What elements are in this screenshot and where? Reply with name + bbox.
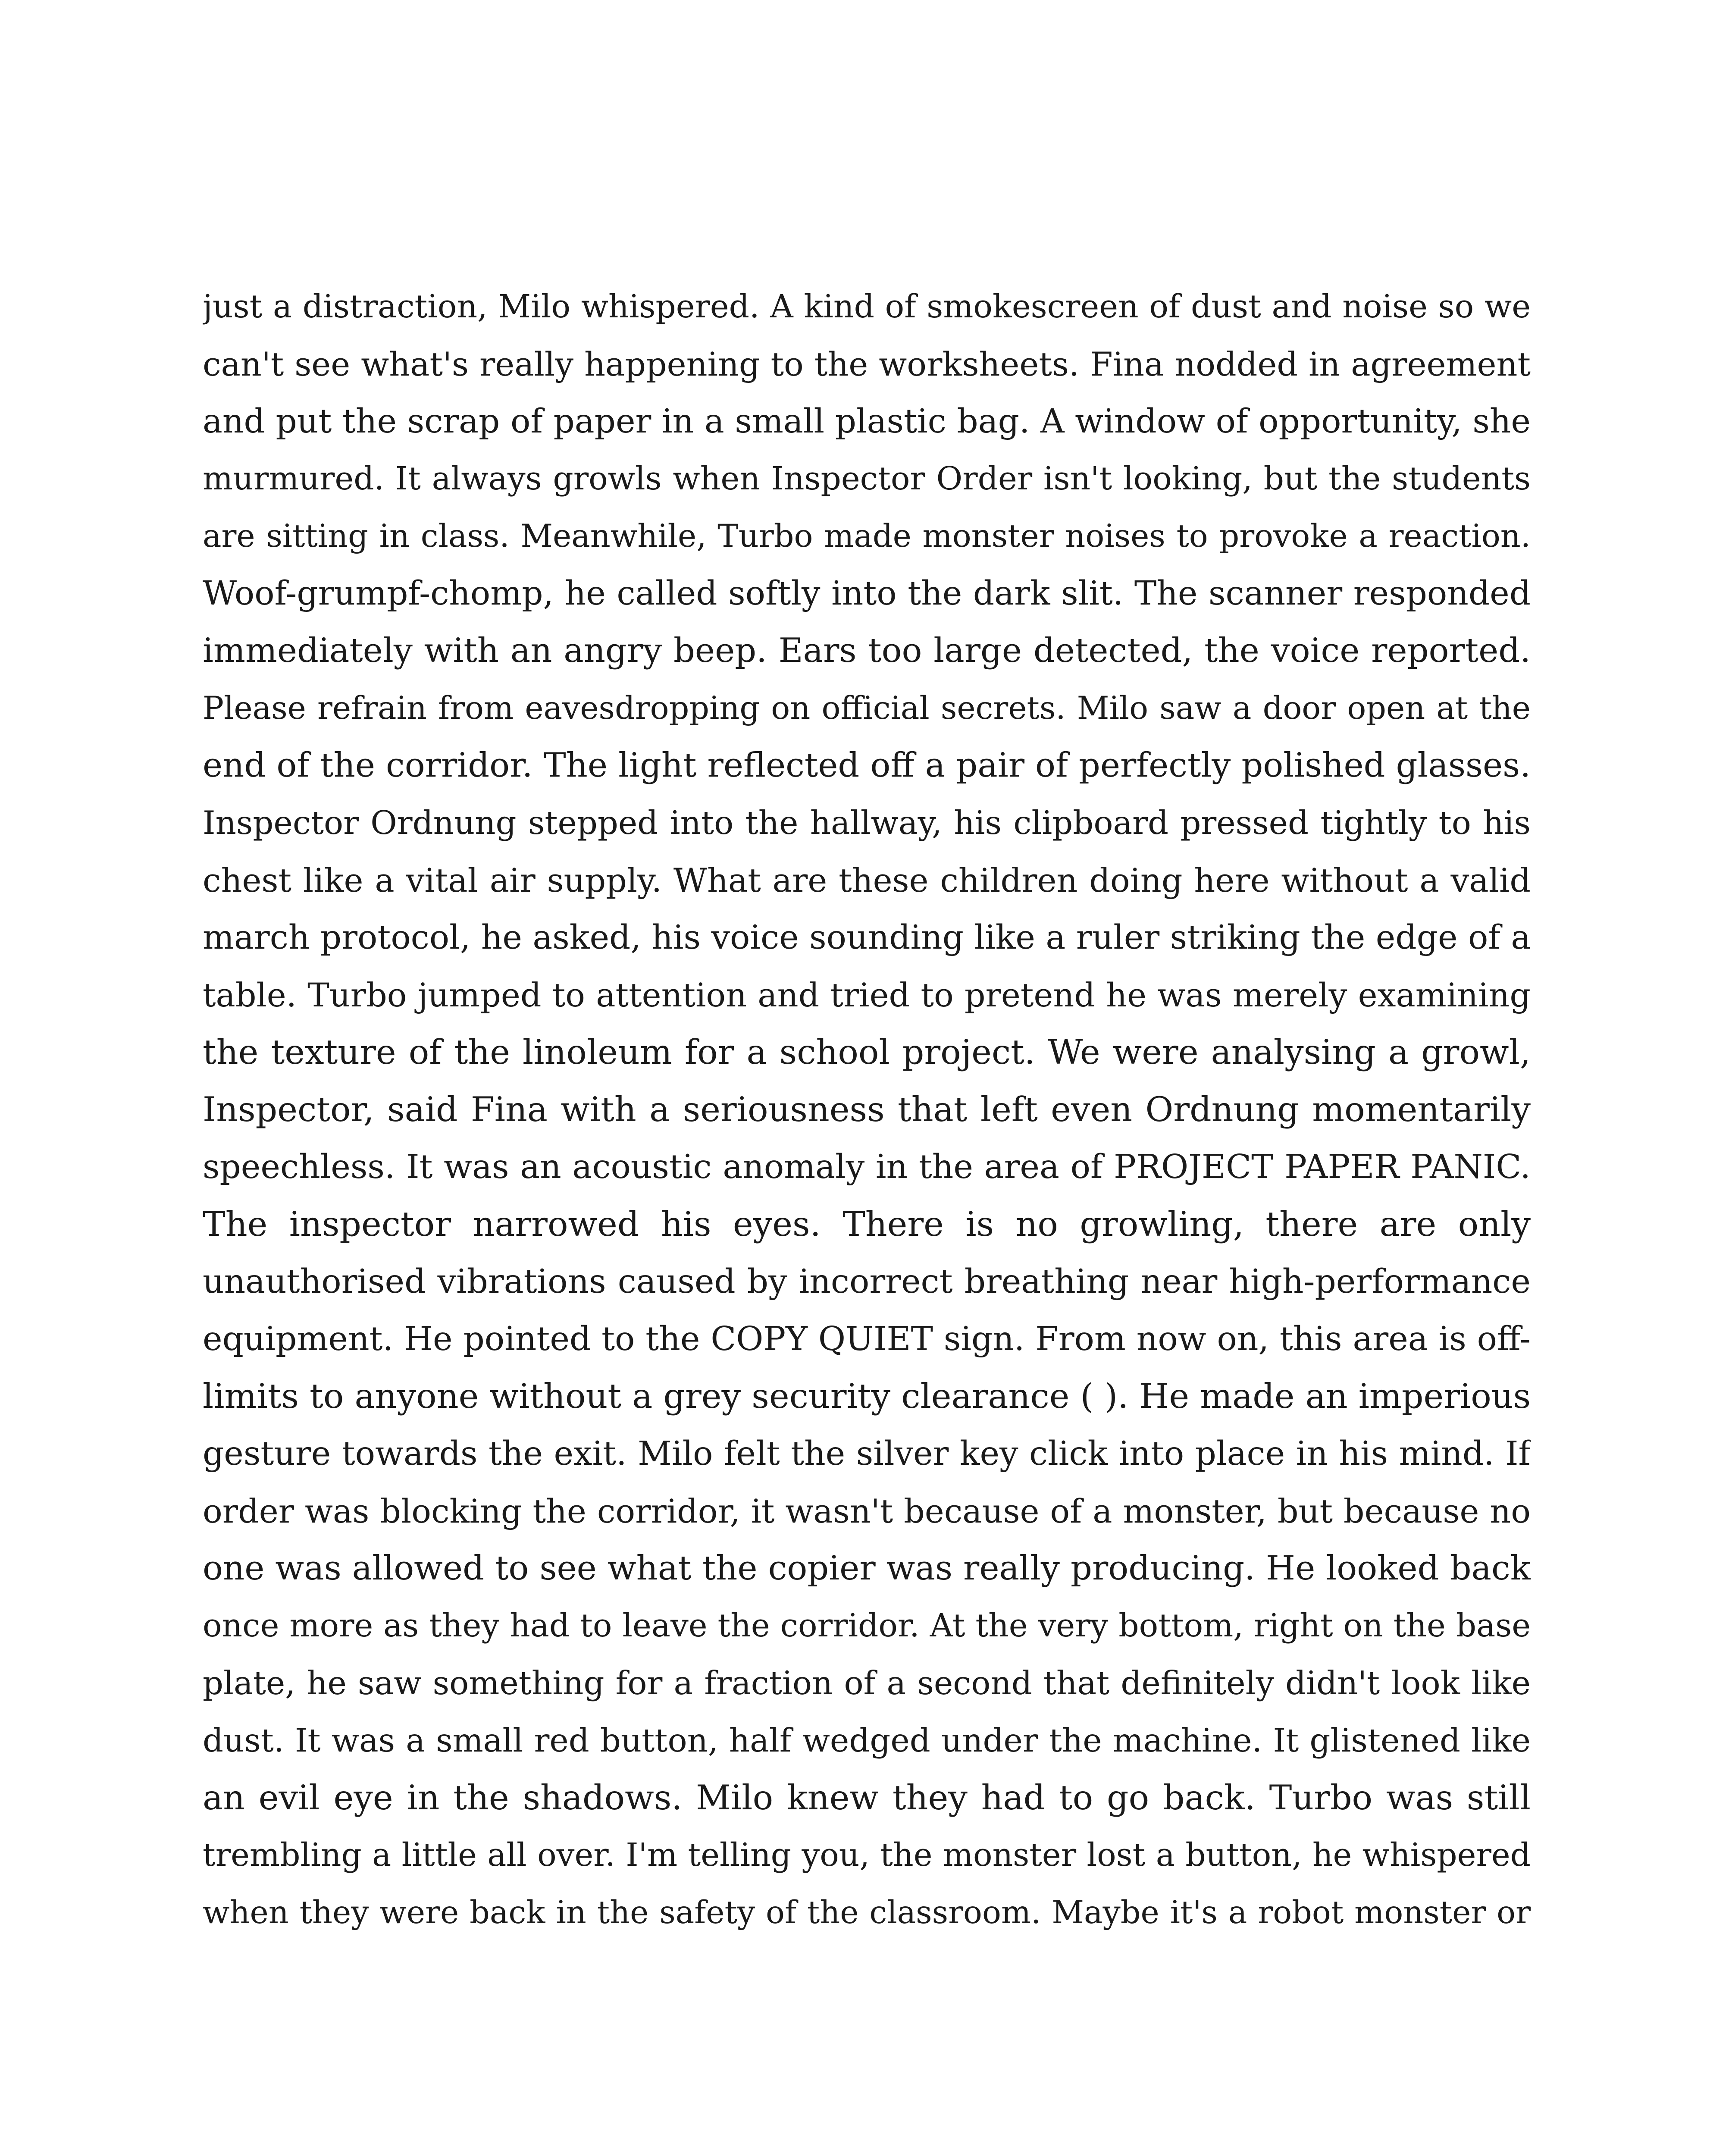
text-line: are sitting in class. Meanwhile, Turbo made monster noises to provoke a reaction. (203, 518, 1531, 555)
text-line: trembling a little all over. I'm telling you, the monster lost a button, he whispered (203, 1836, 1531, 1874)
text-line: once more as they had to leave the corridor. At the very bottom, right on the base (203, 1607, 1531, 1644)
text-line: murmured. It always growls when Inspector Order isn't looking, but the students (203, 460, 1531, 497)
text-line: order was blocking the corridor, it wasn't because of a monster, but because no (203, 1492, 1531, 1530)
text-line: equipment. He pointed to the COPY QUIET sign. From now on, this area is off- (203, 1320, 1531, 1358)
text-line: an evil eye in the shadows. Milo knew they had to go back. Turbo was still (203, 1778, 1531, 1818)
text-line: Inspector Ordnung stepped into the hallway, his clipboard pressed tightly to his (203, 804, 1531, 842)
text-line: when they were back in the safety of the classroom. Maybe it's a robot monster or (203, 1894, 1531, 1931)
text-line: the texture of the linoleum for a school project. We were analysing a growl, (203, 1032, 1531, 1072)
body-text (203, 278, 1531, 1941)
text-line: Please refrain from eavesdropping on official secrets. Milo saw a door open at the (203, 690, 1531, 727)
text-line: Woof-grumpf-chomp, he called softly into the dark slit. The scanner responded (203, 574, 1531, 613)
text-line: just a distraction, Milo whispered. A kind of smokescreen of dust and noise so we (203, 288, 1531, 325)
text-line: chest like a vital air supply. What are these children doing here without a valid (203, 861, 1531, 899)
text-line: gesture towards the exit. Milo felt the silver key click into place in his mind. If (203, 1435, 1531, 1473)
text-line: and put the scrap of paper in a small plastic bag. A window of opportunity, she (203, 402, 1531, 441)
text-line: one was allowed to see what the copier was really producing. He looked back (203, 1549, 1531, 1588)
text-line: march protocol, he asked, his voice sounding like a ruler striking the edge of a (203, 918, 1531, 957)
text-line: immediately with an angry beep. Ears too large detected, the voice reported. (203, 631, 1531, 670)
text-line: end of the corridor. The light reflected off a pair of perfectly polished glasses. (203, 746, 1531, 785)
text-line: limits to anyone without a grey security clearance ( ). He made an imperious (203, 1376, 1531, 1416)
text-line: plate, he saw something for a fraction of a second that definitely didn't look like (203, 1664, 1531, 1702)
text-line: table. Turbo jumped to attention and tried to pretend he was merely examining (203, 976, 1531, 1014)
text-line: Inspector, said Fina with a seriousness that left even Ordnung momentarily (203, 1090, 1531, 1129)
text-line: dust. It was a small red button, half wedged under the machine. It glistened like (203, 1721, 1531, 1759)
text-line: unauthorised vibrations caused by incorrect breathing near high-performance (203, 1263, 1531, 1301)
text-line: can't see what's really happening to the worksheets. Fina nodded in agreement (203, 345, 1531, 383)
text-line: speechless. It was an acoustic anomaly in the area of PROJECT PAPER PANIC. (203, 1148, 1531, 1186)
text-line: The inspector narrowed his eyes. There is no growling, there are only (203, 1204, 1531, 1244)
